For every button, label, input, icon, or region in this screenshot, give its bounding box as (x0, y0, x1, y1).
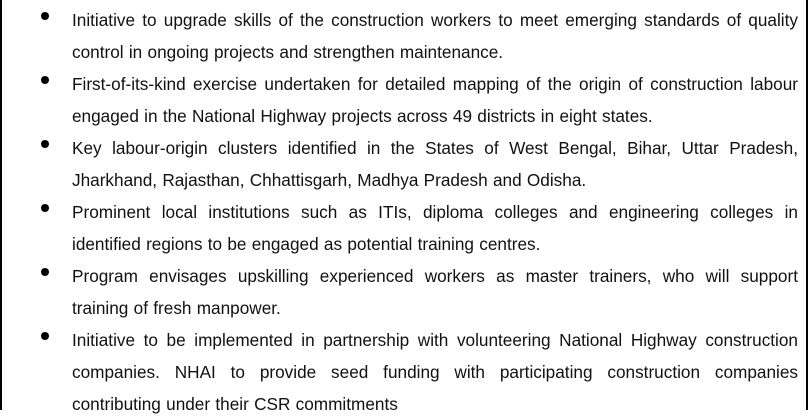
list-item (2, 132, 808, 196)
list-item (2, 324, 808, 420)
list-item (2, 260, 808, 324)
bullet-text: Initiative to be implemented in partnership with volunteering National Highway construction companies. NHAI to provide seed funding with participating construction companies contributing under their CSR commitments (72, 330, 798, 414)
bullet-text: Initiative to upgrade skills of the construction workers to meet emerging standards of quality control in ongoing projects and strengthen maintenance. (72, 10, 798, 62)
list-item (2, 68, 808, 132)
bullet-text: First-of-its-kind exercise undertaken for detailed mapping of the origin of construction labour engaged in the National Highway projects across 49 districts in eight states. (72, 74, 798, 126)
bullet-text: Key labour-origin clusters identified in the States of West Bengal, Bihar, Uttar Pradesh, Jharkhand, Rajasthan, Chhattisgarh, Madhya Pradesh and Odisha. (72, 138, 798, 190)
list-item (2, 4, 808, 68)
bullet-dot-icon (41, 332, 49, 340)
bullet-dot-icon (41, 140, 49, 148)
list-item (2, 196, 808, 260)
bullet-text: Program envisages upskilling experienced workers as master trainers, who will support training of fresh manpower. (72, 266, 798, 318)
bullet-text: Prominent local institutions such as ITIs, diploma colleges and engineering colleges in identified regions to be engaged as potential training centres. (72, 202, 798, 254)
bullet-dot-icon (41, 76, 49, 84)
bullet-dot-icon (41, 12, 49, 20)
bullet-dot-icon (41, 204, 49, 212)
bullet-list (2, 4, 808, 420)
bullet-dot-icon (41, 268, 49, 276)
